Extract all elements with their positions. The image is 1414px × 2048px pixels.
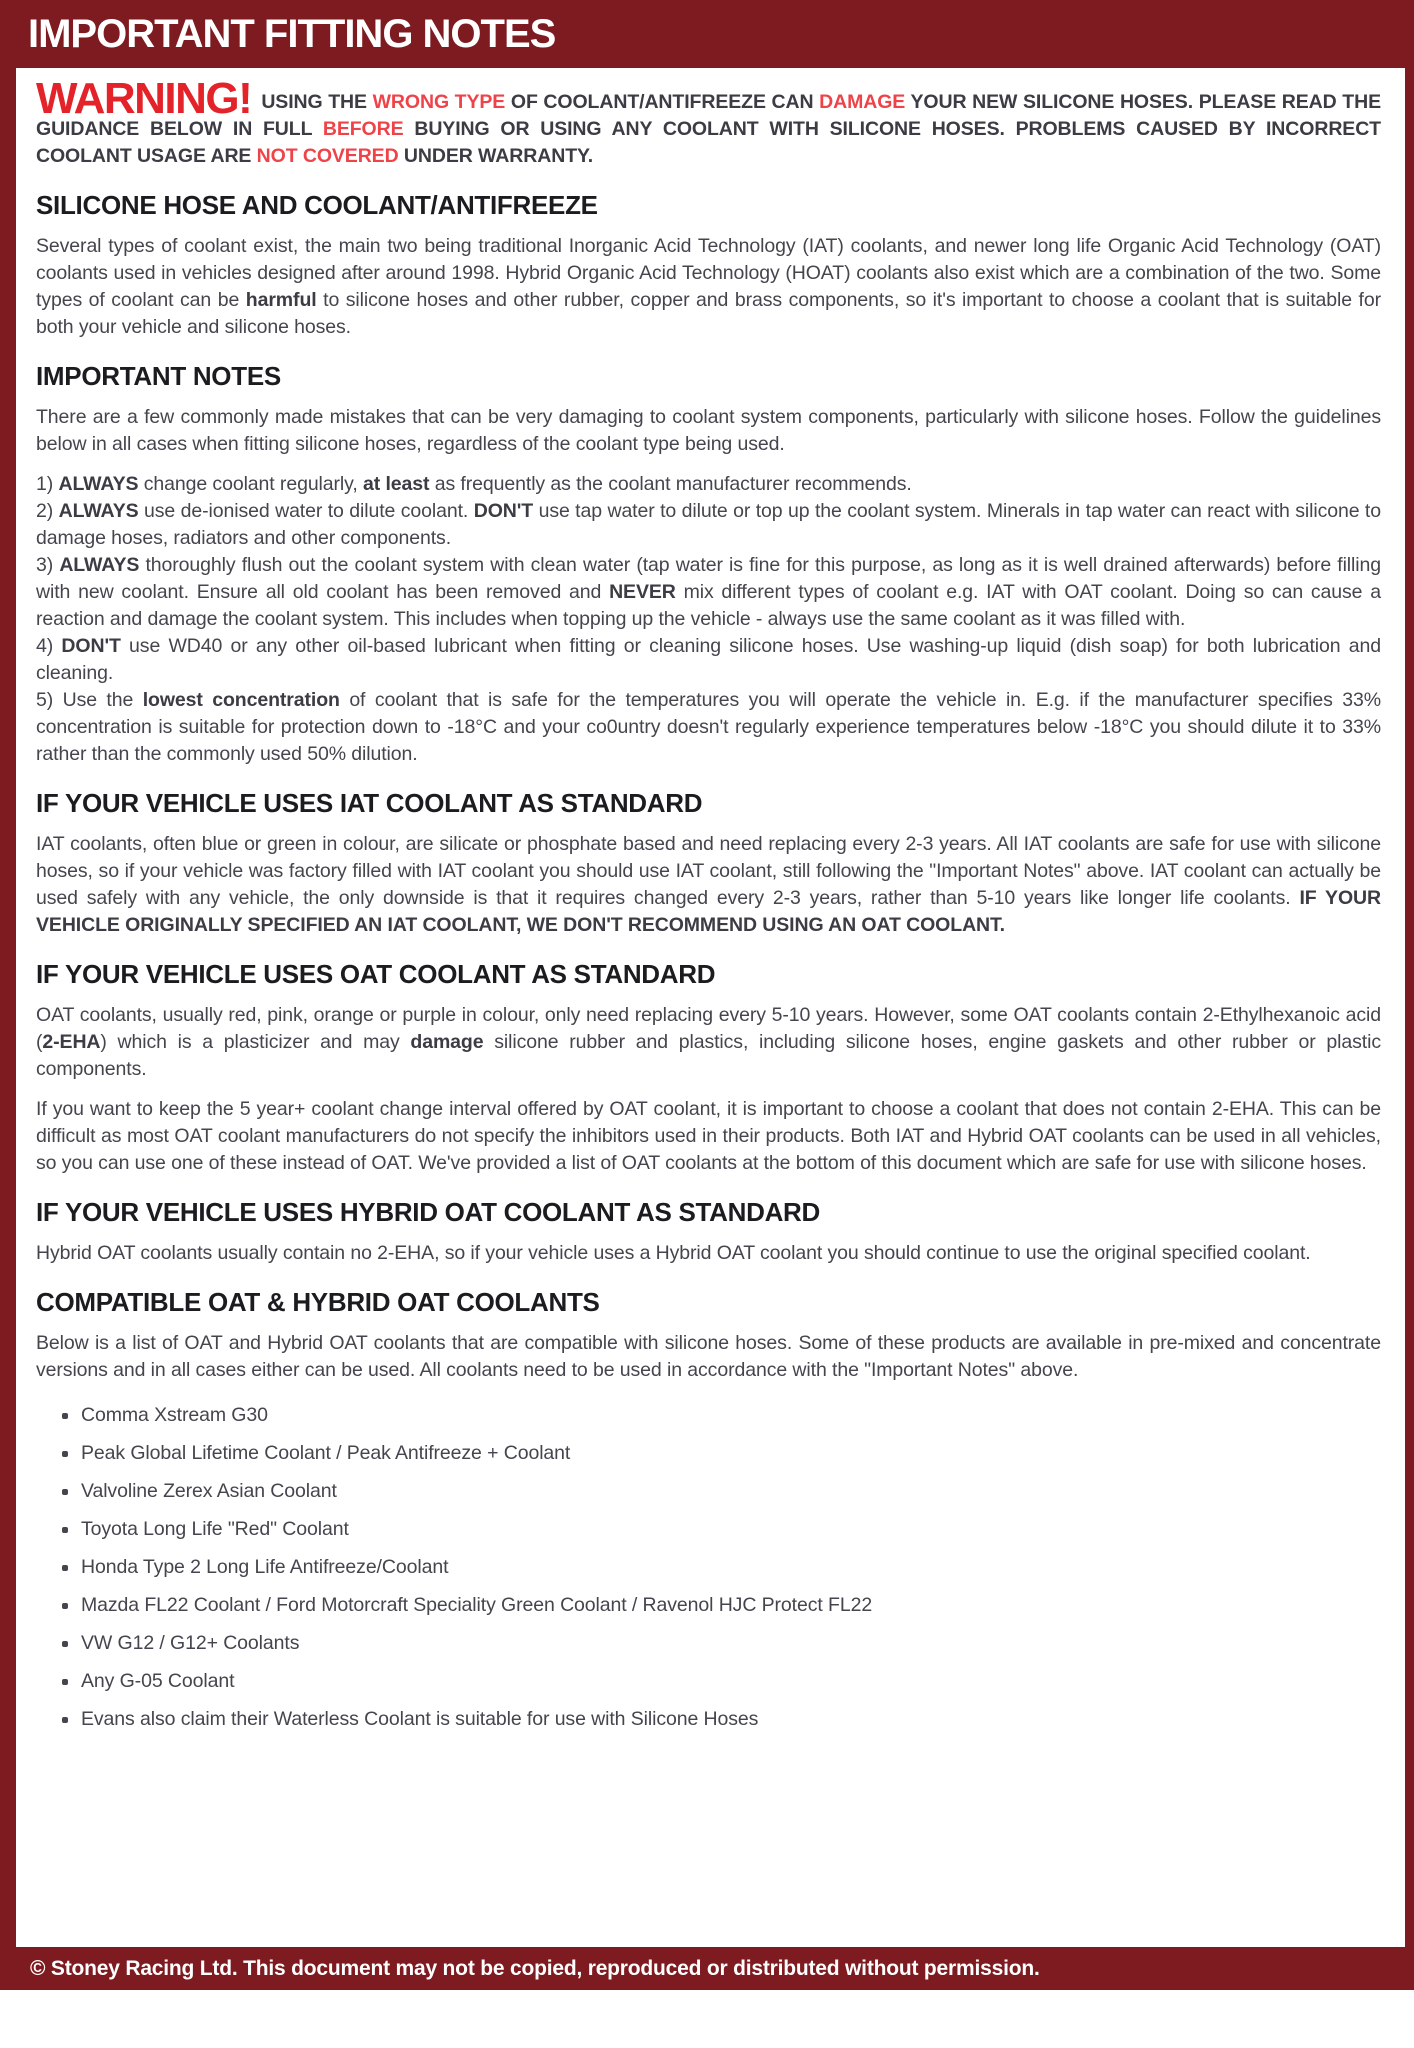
red-text: DAMAGE	[819, 91, 906, 113]
left-border	[0, 68, 16, 1947]
text-run: YOUR NEW SILICONE HOSES. PLEASE READ THE GUIDANCE BELOW IN FULL	[36, 91, 1381, 140]
list-item-text: Honda Type 2 Long Life Antifreeze/Coolant	[81, 1556, 449, 1578]
bold-text: 2-EHA	[42, 1031, 101, 1053]
bold-text: NEVER	[609, 581, 676, 603]
text-run: mix different types of coolant e.g. IAT with OAT coolant. Doing so can cause a reaction and damage the coolant system. This includes when topping up the vehicle - always use the same coolant as it was filled with.	[36, 581, 1381, 630]
bullet-icon	[62, 1527, 68, 1533]
bold-text: harmful	[245, 289, 317, 311]
list-item-text: Any G-05 Coolant	[81, 1670, 235, 1692]
right-border	[1405, 68, 1414, 1947]
list-item	[36, 1402, 1381, 1429]
bullet-icon	[62, 1679, 68, 1685]
bold-text: lowest concentration	[142, 689, 340, 711]
bullet-icon	[62, 1489, 68, 1495]
list-item	[36, 1516, 1381, 1543]
document-body	[0, 68, 1414, 1947]
text-run: to silicone hoses and other rubber, copper and brass components, so it's important to choose a coolant that is suitable for both your vehicle and silicone hoses.	[36, 289, 1381, 338]
text-run: There are a few commonly made mistakes that can be very damaging to coolant system components, particularly with silicone hoses. Follow the guidelines below in all cases when fitting silicone hoses, regardless of the coolant type being used.	[36, 406, 1381, 455]
paragraph	[36, 1240, 1381, 1267]
section-heading: IF YOUR VEHICLE USES IAT COOLANT AS STANDARD	[36, 788, 703, 818]
numbered-item	[36, 471, 1381, 498]
header-bar	[0, 0, 1414, 68]
section-heading: IF YOUR VEHICLE USES HYBRID OAT COOLANT AS STANDARD	[36, 1197, 820, 1227]
list-item-text: Peak Global Lifetime Coolant / Peak Antifreeze + Coolant	[81, 1442, 571, 1464]
paragraph	[36, 1002, 1381, 1083]
text-run: 5) Use the	[36, 689, 143, 711]
text-run: use tap water to dilute or top up the coolant system. Minerals in tap water can react with silicone to damage hoses, radiators and other components.	[36, 500, 1381, 549]
list-item	[36, 1592, 1381, 1619]
bold-text: ALWAYS	[58, 500, 139, 522]
section-heading: IMPORTANT NOTES	[36, 361, 281, 391]
list-item-text: VW G12 / G12+ Coolants	[81, 1632, 300, 1654]
paragraph	[36, 404, 1381, 458]
text-run: silicone rubber and plastics, including silicone hoses, engine gaskets and other rubber or plastic components.	[36, 1031, 1381, 1080]
list-item	[36, 1440, 1381, 1467]
warning-label: WARNING!	[36, 74, 252, 123]
text-run: Several types of coolant exist, the main two being traditional Inorganic Acid Technology (IAT) coolants, and newer long life Organic Acid Technology (OAT) coolants used in vehicles designed after around 1998. Hybrid Organic Acid Technology (HOAT) coolants also exist which are a combination of the two. Some types of coolant can be	[36, 235, 1381, 311]
text-run: of coolant that is safe for the temperatures you will operate the vehicle in. E.g. if the manufacturer specifies 33% concentration is suitable for protection down to -18°C and your co0untry doesn't regularly experience temperatures below -18°C you should dilute it to 33% rather than the commonly used 50% dilution.	[36, 689, 1381, 765]
bold-text: DON'T	[61, 635, 121, 657]
list-item	[36, 1478, 1381, 1505]
numbered-item	[36, 633, 1381, 687]
list-item-text: Toyota Long Life "Red" Coolant	[81, 1518, 349, 1540]
text-run: ) which is a plasticizer and may	[100, 1031, 411, 1053]
paragraph	[36, 1330, 1381, 1384]
section-heading: SILICONE HOSE AND COOLANT/ANTIFREEZE	[36, 190, 598, 220]
text-run: change coolant regularly,	[138, 473, 363, 495]
bold-text: DON'T	[473, 500, 534, 522]
text-run: IAT coolants, often blue or green in colour, are silicate or phosphate based and need replacing every 2-3 years. All IAT coolants are safe for use with silicone hoses, so if your vehicle was factory filled with IAT coolant you should use IAT coolant, still following the "Important Notes" above. IAT coolant can actually be used safely with any vehicle, the only downside is that it requires changed every 2-3 years, rather than 5-10 years like longer life coolants.	[36, 833, 1381, 909]
text-run: 1)	[36, 473, 59, 495]
text-run: USING THE	[261, 91, 373, 113]
text-run: Below is a list of OAT and Hybrid OAT coolants that are compatible with silicone hoses. Some of these products are available in pre-mixed and concentrate versions and in all cases either can be used. All coolants need to be used in accordance with the "Important Notes" above.	[36, 1332, 1381, 1381]
warning-paragraph	[36, 74, 1381, 170]
bullet-icon	[62, 1717, 68, 1723]
paragraph	[36, 831, 1381, 939]
section-heading: IF YOUR VEHICLE USES OAT COOLANT AS STANDARD	[36, 959, 716, 989]
list-item-text: Mazda FL22 Coolant / Ford Motorcraft Speciality Green Coolant / Ravenol HJC Protect FL22	[81, 1594, 873, 1616]
list-item	[36, 1630, 1381, 1657]
text-run: If you want to keep the 5 year+ coolant change interval offered by OAT coolant, it is important to choose a coolant that does not contain 2-EHA. This can be difficult as most OAT coolant manufacturers do not specify the inhibitors used in their products. Both IAT and Hybrid OAT coolants can be used in all vehicles, so you can use one of these instead of OAT. We've provided a list of OAT coolants at the bottom of this document which are safe for use with silicone hoses.	[36, 1098, 1381, 1174]
content-blocks	[16, 68, 1405, 1947]
text-run: UNDER WARRANTY.	[398, 145, 594, 167]
footer-text: © Stoney Racing Ltd. This document may not be copied, reproduced or distributed without permission.	[30, 1956, 1040, 1980]
section-heading: COMPATIBLE OAT & HYBRID OAT COOLANTS	[36, 1287, 600, 1317]
text-run: thoroughly flush out the coolant system with clean water (tap water is fine for this purpose, as long as it is well drained afterwards) before filling with new coolant. Ensure all old coolant has been removed and	[36, 554, 1381, 603]
list-item	[36, 1706, 1381, 1733]
text-run: 2)	[36, 500, 59, 522]
numbered-notes	[36, 471, 1381, 768]
bold-text: IF YOUR VEHICLE ORIGINALLY SPECIFIED AN IAT COOLANT, WE DON'T RECOMMEND USING AN OAT COOLANT.	[36, 887, 1381, 936]
red-text: WRONG TYPE	[372, 91, 506, 113]
text-run: use WD40 or any other oil-based lubricant when fitting or cleaning silicone hoses. Use washing-up liquid (dish soap) for both lubrication and cleaning.	[36, 635, 1381, 684]
text-run: 3)	[36, 554, 60, 576]
numbered-item	[36, 552, 1381, 633]
bullet-icon	[62, 1413, 68, 1419]
text-run: OF COOLANT/ANTIFREEZE CAN	[505, 91, 820, 113]
text-run: as frequently as the coolant manufacturer recommends.	[429, 473, 912, 495]
text-run: use de-ionised water to dilute coolant.	[138, 500, 474, 522]
bold-text: ALWAYS	[58, 473, 139, 495]
page-title: IMPORTANT FITTING NOTES	[28, 11, 556, 56]
bold-text: damage	[410, 1031, 484, 1053]
bold-text: at least	[363, 473, 430, 495]
bullet-icon	[62, 1603, 68, 1609]
list-item-text: Valvoline Zerex Asian Coolant	[81, 1480, 337, 1502]
bullet-icon	[62, 1451, 68, 1457]
numbered-item	[36, 498, 1381, 552]
red-text: NOT COVERED	[256, 145, 399, 167]
red-text: BEFORE	[322, 118, 404, 140]
bottom-margin	[0, 1990, 1414, 2048]
bold-text: ALWAYS	[59, 554, 140, 576]
coolant-list	[36, 1402, 1381, 1733]
list-item-text: Comma Xstream G30	[81, 1404, 268, 1426]
list-item-text: Evans also claim their Waterless Coolant is suitable for use with Silicone Hoses	[81, 1708, 759, 1730]
numbered-item	[36, 687, 1381, 768]
list-item	[36, 1668, 1381, 1695]
footer-bar	[0, 1947, 1414, 1990]
list-item	[36, 1554, 1381, 1581]
text-run: 4)	[36, 635, 62, 657]
bullet-icon	[62, 1641, 68, 1647]
paragraph	[36, 233, 1381, 341]
text-run: OAT coolants, usually red, pink, orange or purple in colour, only need replacing every 5-10 years. However, some OAT coolants contain 2-Ethylhexanoic acid (	[36, 1004, 1381, 1053]
paragraph	[36, 1096, 1381, 1177]
text-run: Hybrid OAT coolants usually contain no 2-EHA, so if your vehicle uses a Hybrid OAT coolant you should continue to use the original specified coolant.	[36, 1242, 1311, 1264]
text-run: BUYING OR USING ANY COOLANT WITH SILICONE HOSES. PROBLEMS CAUSED BY INCORRECT COOLANT USAGE ARE	[36, 118, 1381, 167]
bullet-icon	[62, 1565, 68, 1571]
